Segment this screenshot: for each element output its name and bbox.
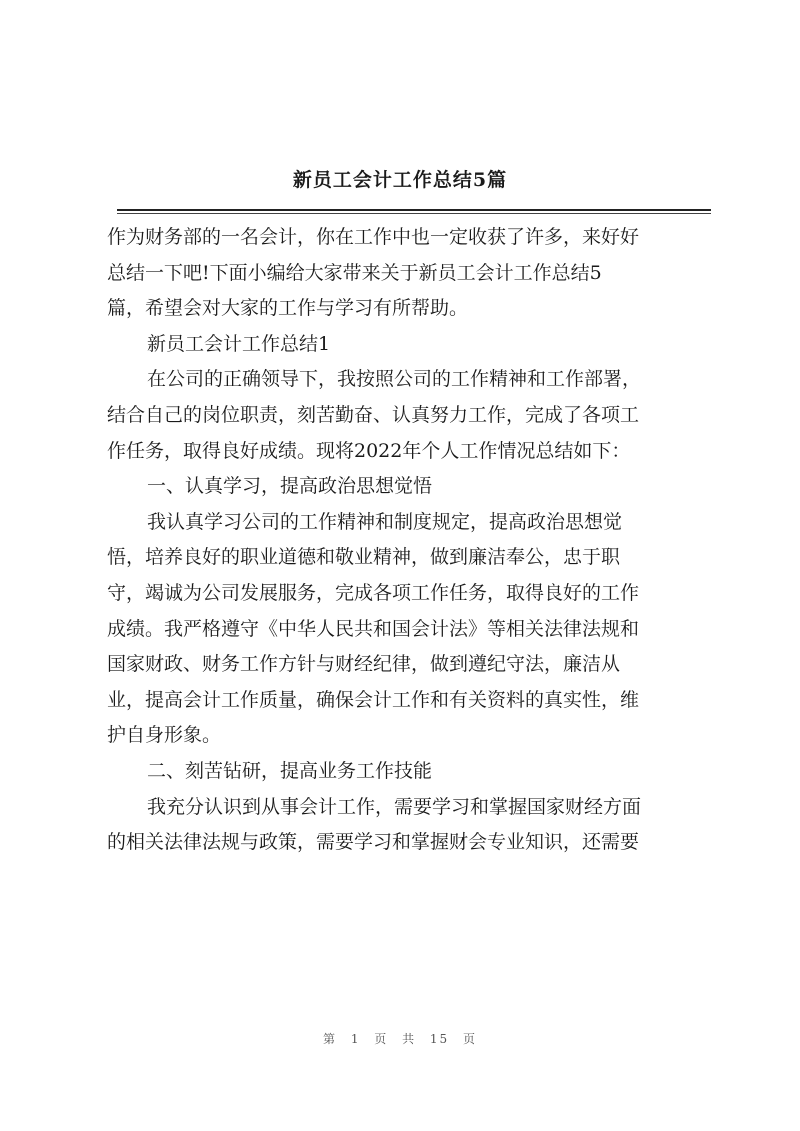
body-line: 护自身形象。 <box>107 724 222 747</box>
body-line: 结合自己的岗位职责，刻苦勤奋、认真努力工作，完成了各项工 <box>107 403 640 426</box>
body-line: 我充分认识到从事会计工作，需要学习和掌握国家财经方面 <box>147 795 642 818</box>
section-heading: 一、认真学习，提高政治思想觉悟 <box>147 475 433 498</box>
section-heading: 新员工会计工作总结1 <box>147 332 331 355</box>
body-line: 在公司的正确领导下，我按照公司的工作精神和工作部署， <box>147 368 642 391</box>
body-line: 悟，培养良好的职业道德和敬业精神，做到廉洁奉公，忠于职 <box>107 546 621 569</box>
body-line: 我认真学习公司的工作精神和制度规定，提高政治思想觉 <box>147 510 623 533</box>
body-line: 的相关法律法规与政策，需要学习和掌握财会专业知识，还需要 <box>107 831 640 854</box>
body-line: 作任务，取得良好成绩。现将2022年个人工作情况总结如下： <box>107 439 631 462</box>
section-heading: 二、刻苦钻研，提高业务工作技能 <box>147 759 433 782</box>
title-divider <box>117 209 711 211</box>
body-line: 业，提高会计工作质量，确保会计工作和有关资料的真实性，维 <box>107 688 640 711</box>
page-title: 新员工会计工作总结5篇 <box>292 169 508 191</box>
body-line: 总结一下吧!下面小编给大家带来关于新员工会计工作总结5 <box>107 261 602 284</box>
body-line: 守，竭诚为公司发展服务，完成各项工作任务，取得良好的工作 <box>107 581 640 604</box>
body-line: 篇，希望会对大家的工作与学习有所帮助。 <box>107 297 469 320</box>
document-body <box>107 220 713 861</box>
body-line: 国家财政、财务工作方针与财经纪律，做到遵纪守法，廉洁从 <box>107 653 621 676</box>
body-line: 作为财务部的一名会计，你在工作中也一定收获了许多，来好好 <box>107 226 640 248</box>
body-line: 成绩。我严格遵守《中华人民共和国会计法》等相关法律法规和 <box>107 617 640 640</box>
page-number-footer: 第 1 页 共 15 页 <box>323 1032 477 1046</box>
title-divider-thin <box>117 213 711 214</box>
